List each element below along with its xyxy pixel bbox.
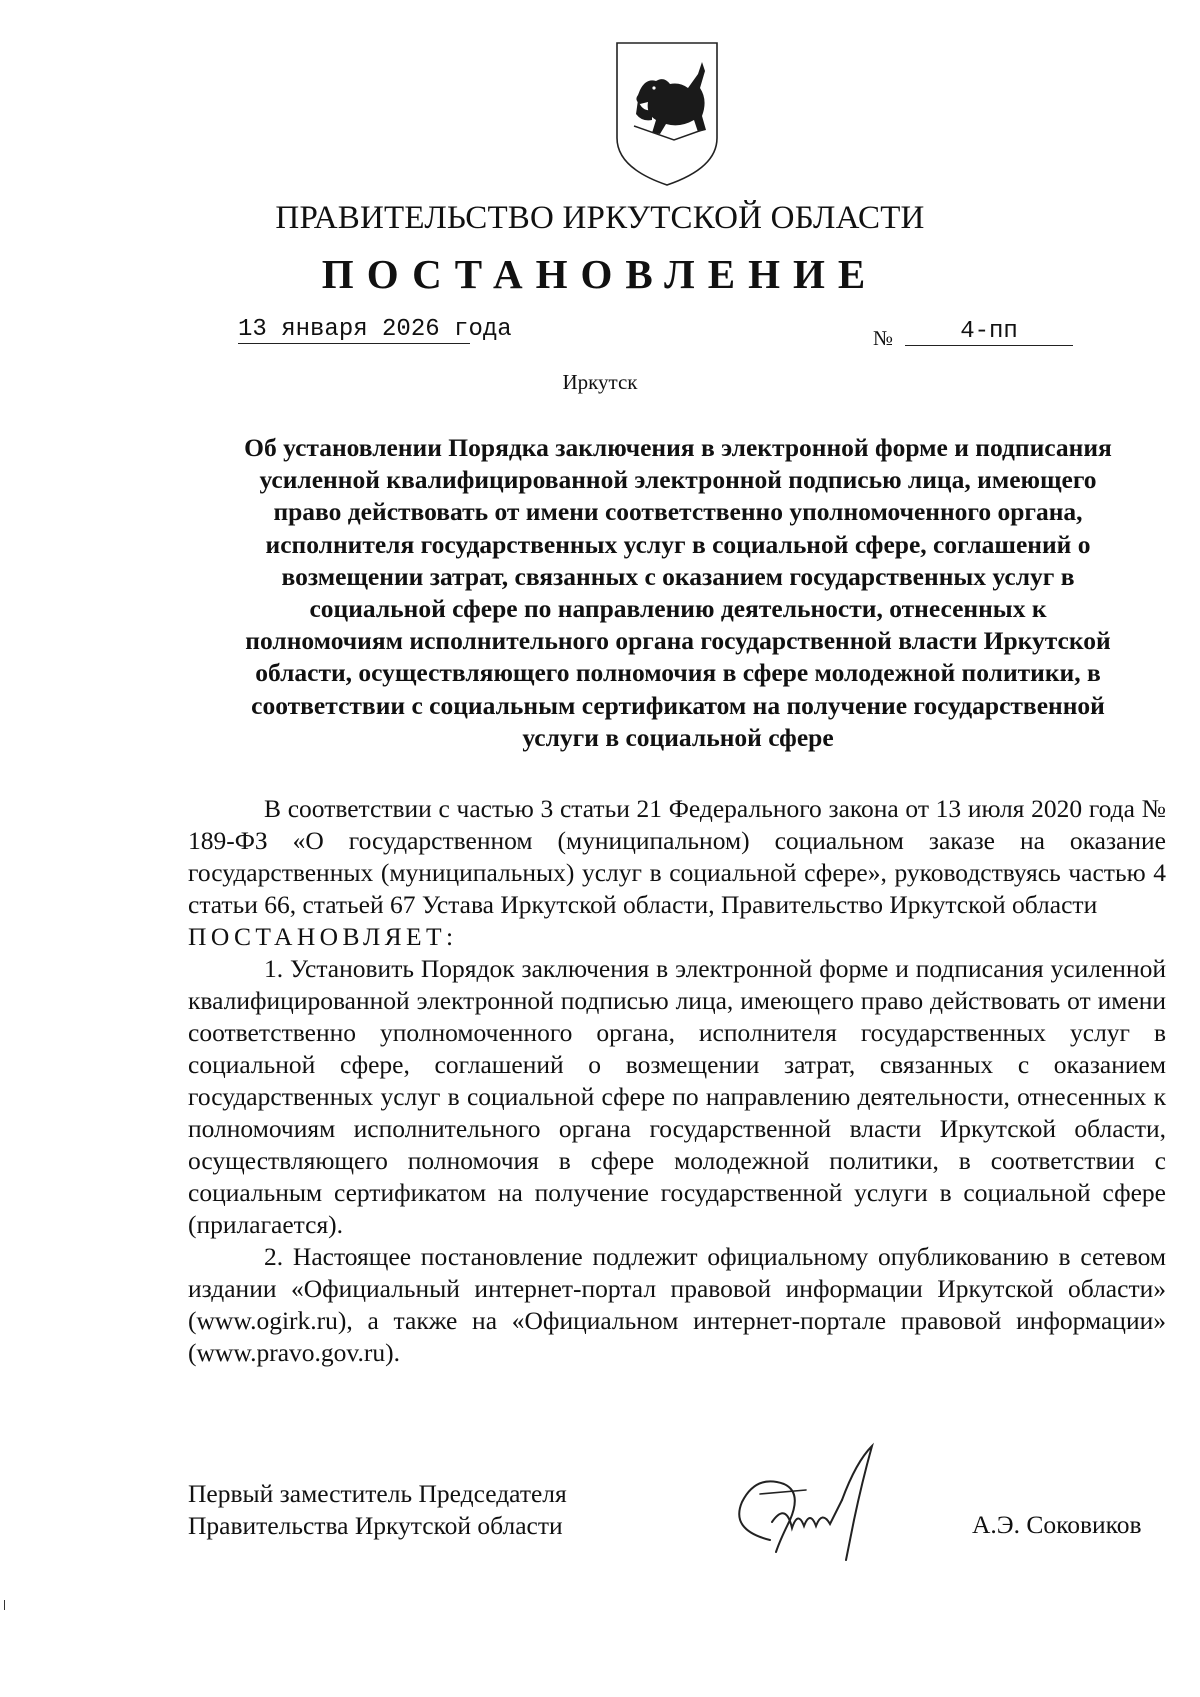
subject-line: полномочиям исполнительного органа государственной власти Иркутской [245,626,1111,656]
item-2-paragraph: 2. Настоящее постановление подлежит официальному опубликованию в сетевом издании «Официальный интернет-портал правовой информации Иркутской области» (www.ogirk.ru), а также на «Официальном интернет-портале правовой информации» (www.pravo.gov.ru). [188,1242,1166,1367]
document-number: 4-пп [960,318,1018,345]
preamble-paragraph: В соответствии с частью 3 статьи 21 Федерального закона от 13 июля 2020 года № 189-ФЗ «О государственном (муниципальном) социальном заказе на оказание государственных (муниципальных) услуг в социальной сфере», руководствуясь частью 4 статьи 66, статьей 67 Устава Иркутской области, Правительство Иркутской области [188,794,1166,919]
date-field [238,316,512,344]
document-subject [188,432,1168,754]
subject-line: усиленной квалифицированной электронной подписью лица, имеющего [259,465,1097,495]
position-line: Правительства Иркутской области [188,1511,563,1540]
irkutsk-coat-of-arms-icon [614,40,720,188]
government-title: ПРАВИТЕЛЬСТВО ИРКУТСКОЙ ОБЛАСТИ [275,200,925,236]
subject-line: возмещении затрат, связанных с оказанием государственных услуг в [281,561,1075,591]
number-field [905,318,1073,346]
number-label: № [873,326,894,350]
scan-edge-mark [4,1600,5,1610]
signatory-name: А.Э. Соковиков [972,1510,1142,1539]
resolve-heading: ПОСТАНОВЛЯЕТ: [188,922,458,951]
city: Иркутск [562,370,638,394]
subject-line: исполнителя государственных услуг в социальной сфере, соглашений о [265,529,1091,559]
item-1-paragraph: 1. Установить Порядок заключения в электронной форме и подписания усиленной квалифицированной электронной подписью лица, имеющего право действовать от имени соответственно уполномоченного органа, исполнителя государственных услуг в социальной сфере, соглашений о возмещении затрат, связанных с оказанием государственных услуг в социальной сфере по направлению деятельности, отнесенных к полномочиям исполнительного органа государственной власти Иркутской области, осуществляющего полномочия в сфере молодежной политики, в соответствии с социальным сертификатом на получение государственной услуги в социальной сфере (прилагается). [188,954,1166,1239]
subject-line: право действовать от имени соответственно уполномоченного органа, [273,497,1083,527]
subject-line: социальной сфере по направлению деятельности, отнесенных к [309,594,1047,624]
subject-line: соответствии с социальным сертификатом на получение государственной [251,690,1105,720]
handwritten-signature [700,1440,920,1570]
subject-line: услуги в социальной сфере [522,722,834,752]
document-body [188,793,1166,1369]
document-type-title: ПОСТАНОВЛЕНИЕ [321,251,879,297]
document-date: 13 января 2026 года [238,316,512,343]
signatory-position [188,1478,567,1542]
subject-line: Об установлении Порядка заключения в электронной форме и подписания [244,433,1112,462]
subject-line: области, осуществляющего полномочия в сфере молодежной политики, в [255,658,1101,688]
position-line: Первый заместитель Председателя [188,1479,567,1508]
